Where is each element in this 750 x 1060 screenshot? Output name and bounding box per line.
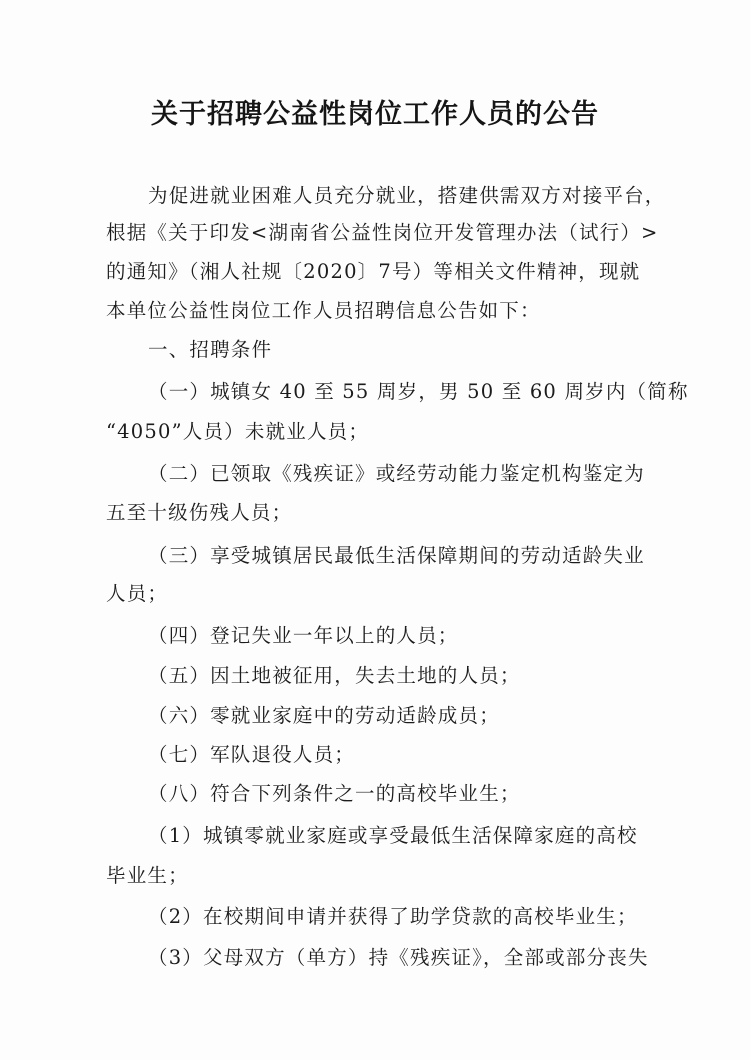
- paragraph-line: 为促进就业困难人员充分就业，搭建供需双方对接平台，: [148, 184, 666, 207]
- paragraph-line: （四）登记失业一年以上的人员；: [148, 624, 459, 647]
- paragraph-line: （三）享受城镇居民最低生活保障期间的劳动适龄失业: [148, 544, 645, 567]
- paragraph-line: （七）军队退役人员；: [148, 743, 356, 766]
- paragraph-line: “4050”人员）未就业人员；: [106, 420, 370, 443]
- section-heading: 一、招聘条件: [148, 338, 273, 361]
- paragraph-line: 本单位公益性岗位工作人员招聘信息公告如下：: [106, 299, 541, 322]
- paragraph-line: 人员；: [106, 582, 169, 605]
- paragraph-line: （八）符合下列条件之一的高校毕业生；: [148, 782, 521, 805]
- paragraph-line: （一）城镇女 40 至 55 周岁，男 50 至 60 周岁内（简称: [148, 380, 689, 403]
- paragraph-line: 的通知》（湘人社规〔2020〕7号）等相关文件精神，现就: [106, 260, 641, 283]
- paragraph-line: （二）已领取《残疾证》或经劳动能力鉴定机构鉴定为: [148, 462, 645, 485]
- paragraph-line: （1）城镇零就业家庭或享受最低生活保障家庭的高校: [148, 824, 638, 847]
- paragraph-line: （2）在校期间申请并获得了助学贷款的高校毕业生；: [148, 905, 638, 928]
- paragraph-line: 毕业生；: [106, 864, 189, 887]
- paragraph-line: （3）父母双方（单方）持《残疾证》，全部或部分丧失: [148, 946, 649, 969]
- announcement-title: 关于招聘公益性岗位工作人员的公告: [151, 99, 599, 130]
- paragraph-line: （五）因土地被征用，失去土地的人员；: [148, 664, 521, 687]
- paragraph-line: （六）零就业家庭中的劳动适龄成员；: [148, 704, 500, 727]
- paragraph-line: 根据《关于印发<湖南省公益性岗位开发管理办法（试行）>: [106, 221, 659, 244]
- paragraph-line: 五至十级伤残人员；: [106, 501, 293, 524]
